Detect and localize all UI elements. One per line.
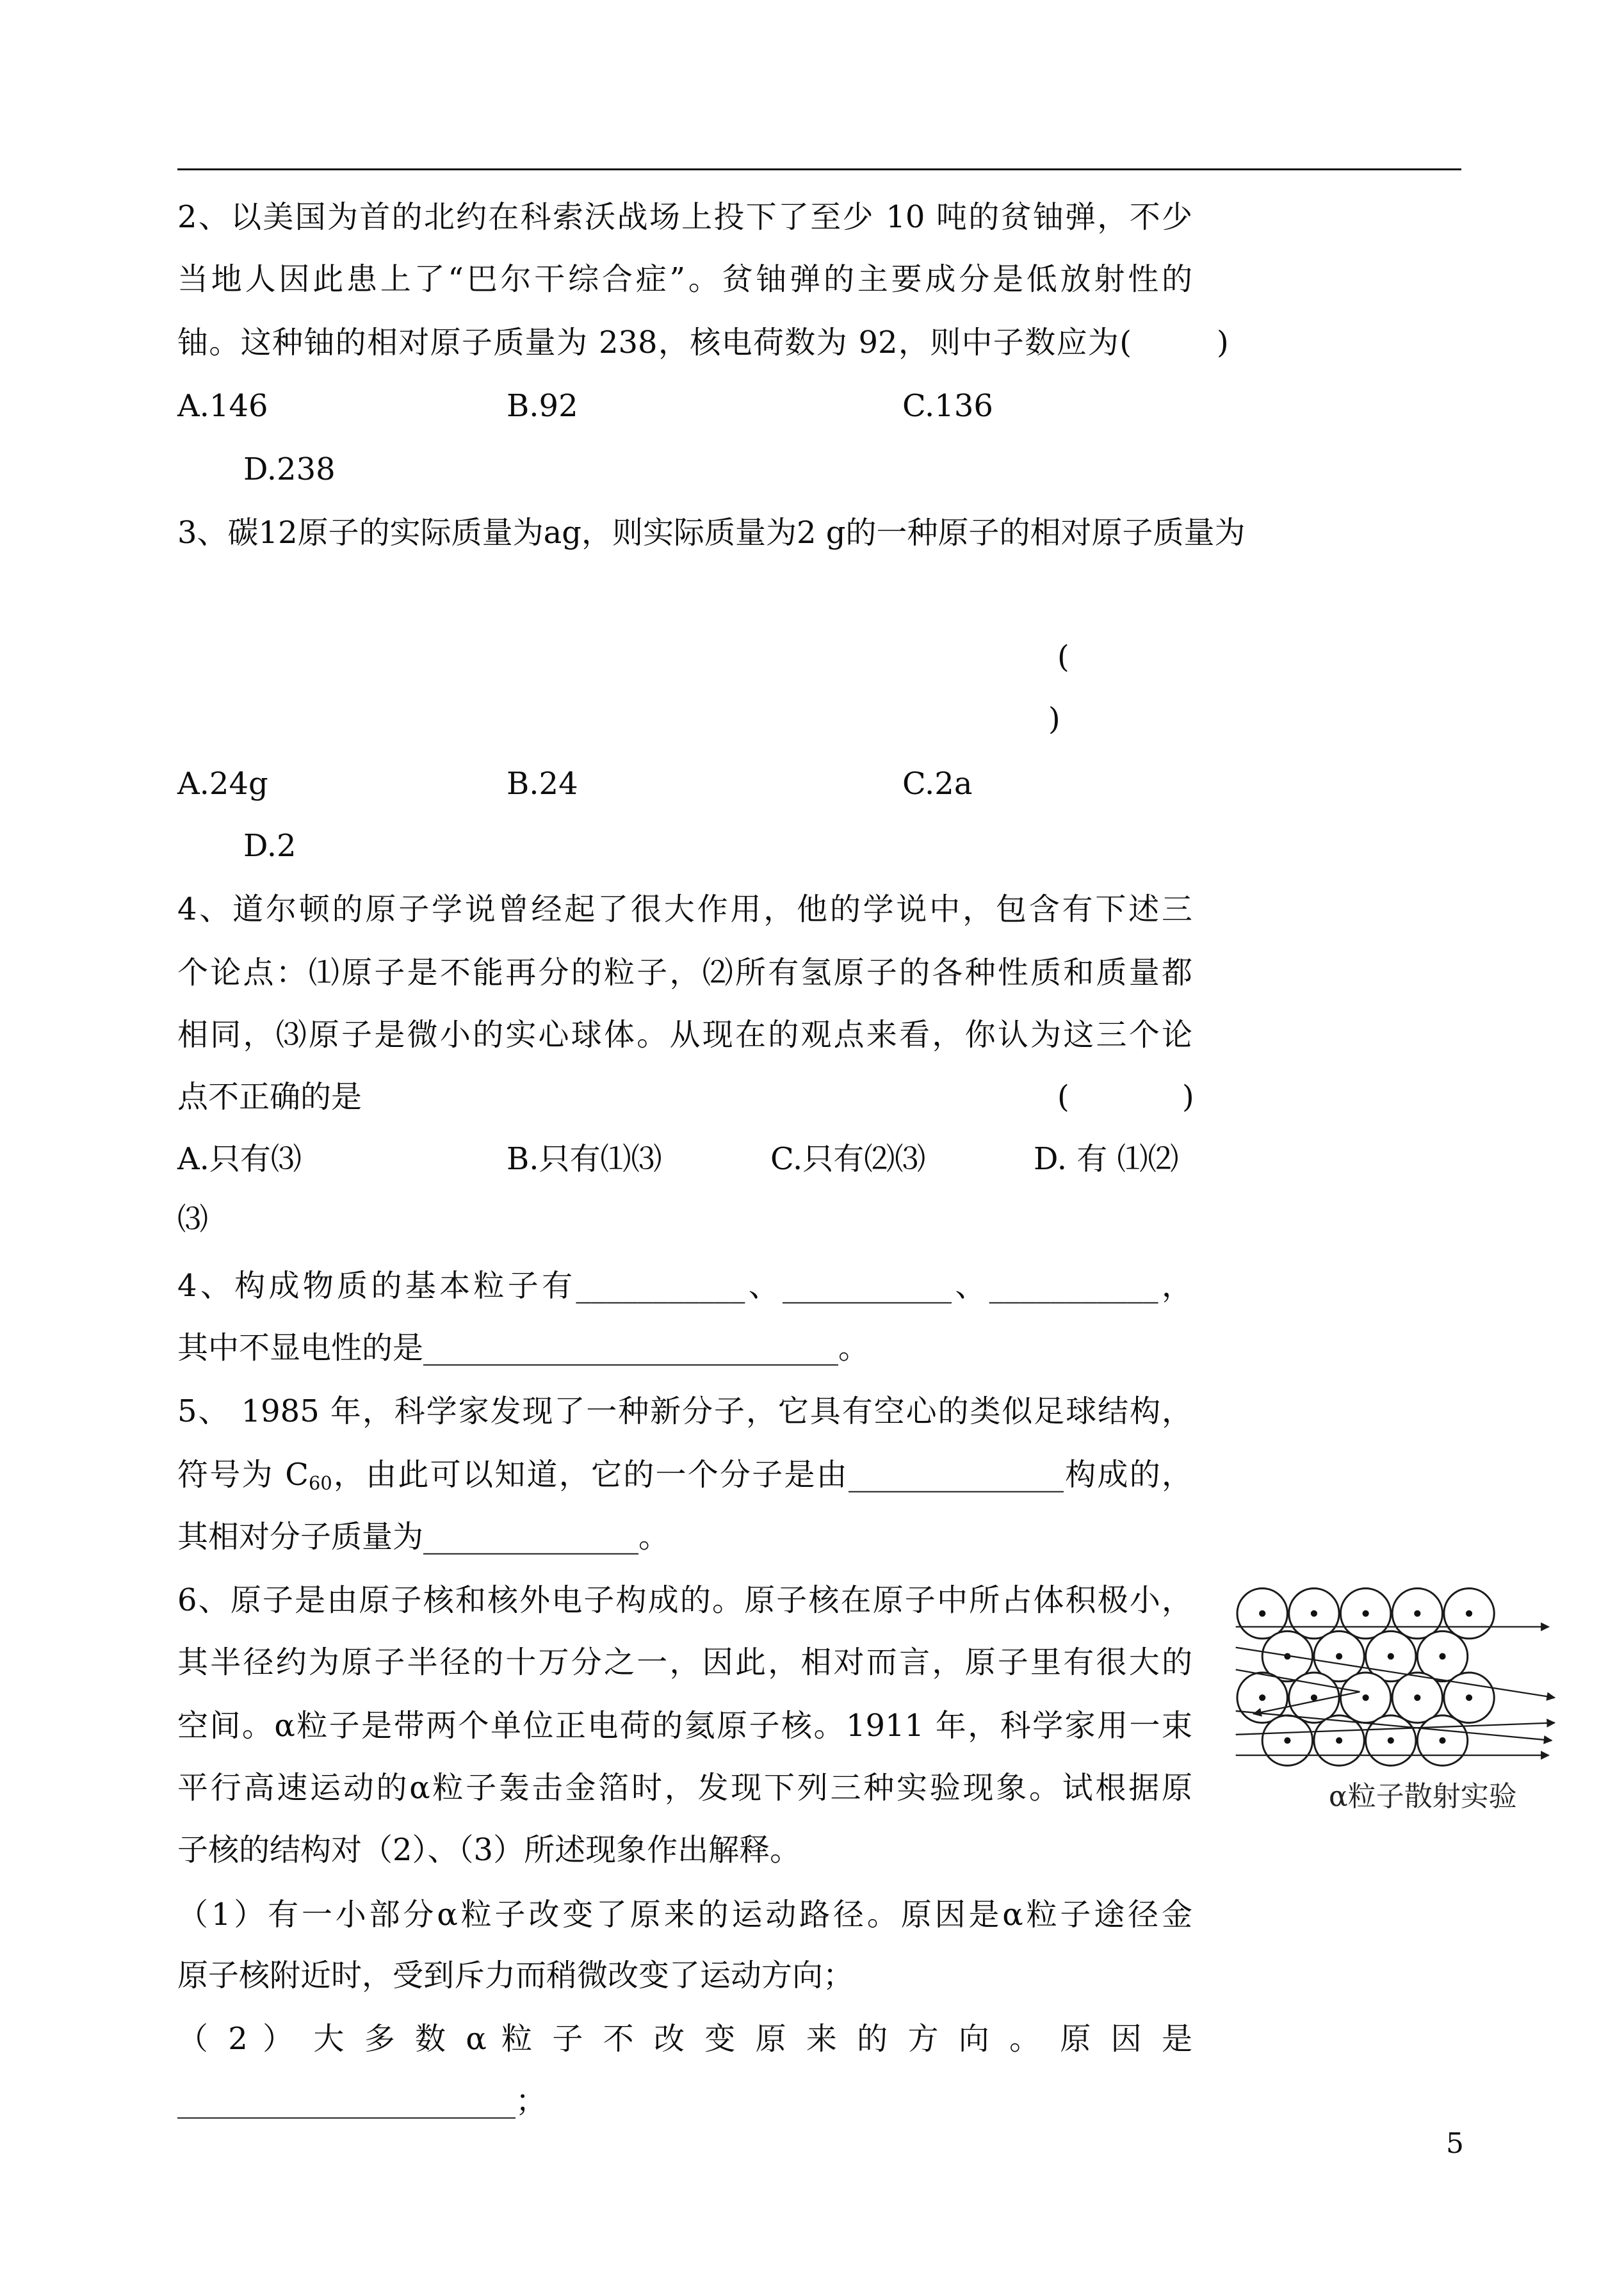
q2-option-a: A.146	[177, 388, 268, 424]
q3-option-c: C.2a	[902, 766, 973, 802]
nucleus-dot	[1336, 1737, 1342, 1744]
nucleus-dot	[1439, 1737, 1445, 1744]
q6-line: （ 2 ） 大 多 数 α 粒 子 不 改 变 原 来 的 方 向 。 原 因 是	[177, 2021, 1192, 2057]
nucleus-dot	[1363, 1694, 1369, 1701]
q4-fill-line: 4、构成物质的基本粒子有___________、___________、___________，	[177, 1268, 1192, 1304]
nucleus-dot	[1259, 1610, 1265, 1617]
nucleus-dot	[1466, 1610, 1472, 1617]
q2-answer-close-paren: )	[1217, 325, 1229, 361]
q4-option-a: A.只有⑶	[177, 1141, 302, 1177]
q4-stem-line: 相同，⑶原子是微小的实心球体。从现在的观点来看，你认为这三个论	[177, 1017, 1192, 1053]
q4-stem-line: 个论点：⑴原子是不能再分的粒子，⑵所有氢原子的各种性质和质量都	[177, 955, 1192, 991]
figure-caption: α粒子散射实验	[1329, 1780, 1517, 1813]
q3-option-a: A.24g	[177, 766, 268, 802]
q2-option-b: B.92	[507, 388, 578, 424]
nucleus-dot	[1259, 1694, 1265, 1701]
nucleus-dot	[1284, 1737, 1290, 1744]
q4-answer-close-paren: )	[1182, 1079, 1194, 1115]
q4-stem-line: 点不正确的是	[177, 1079, 362, 1115]
q4-option-d: D. 有 ⑴⑵	[1034, 1141, 1179, 1177]
nucleus-dot	[1311, 1694, 1317, 1701]
q5-line: 其相对分子质量为______________。	[177, 1519, 670, 1555]
q2-option-d: D.238	[243, 451, 336, 487]
q4-option-b: B.只有⑴⑶	[507, 1141, 662, 1177]
q6-line: （1）有一小部分α粒子改变了原来的运动路径。原因是α粒子途径金	[177, 1897, 1192, 1933]
q3-option-b: B.24	[507, 766, 578, 802]
q5-line: 5、 1985 年，科学家发现了一种新分子，它具有空心的类似足球结构，	[177, 1393, 1192, 1429]
q2-stem-line: 2、以美国为首的北约在科索沃战场上投下了至少 10 吨的贫铀弹，不少	[177, 199, 1192, 235]
q3-answer-open-paren: (	[1057, 639, 1069, 675]
nucleus-dot	[1363, 1610, 1369, 1617]
q5-line-rest: ，由此可以知道，它的一个分子是由______________构成的，	[332, 1457, 1192, 1493]
nucleus-dot	[1311, 1610, 1317, 1617]
header-rule	[177, 168, 1461, 170]
q4-option-c: C.只有⑵⑶	[770, 1141, 926, 1177]
q6-line: 空间。α粒子是带两个单位正电荷的氦原子核。1911 年，科学家用一束	[177, 1708, 1192, 1744]
nucleus-dot	[1336, 1653, 1342, 1660]
q2-option-c: C.136	[902, 388, 993, 424]
q6-line: 6、原子是由原子核和核外电子构成的。原子核在原子中所占体积极小，	[177, 1582, 1192, 1618]
q2-stem-line: 当地人因此患上了“巴尔干综合症”。贫铀弹的主要成分是低放射性的	[177, 261, 1192, 297]
q6-line: 子核的结构对（2）、（3）所述现象作出解释。	[177, 1832, 801, 1868]
q3-option-d: D.2	[243, 828, 296, 864]
q5-line-lead: 符号为	[177, 1457, 286, 1493]
formula-symbol: C	[285, 1457, 309, 1493]
nucleus-dot	[1439, 1653, 1445, 1660]
q4-stem-line: 4、道尔顿的原子学说曾经起了很大作用，他的学说中，包含有下述三	[177, 891, 1192, 927]
nucleus-dot	[1414, 1694, 1420, 1701]
page-number: 5	[1446, 2127, 1464, 2160]
q3-answer-close-paren: )	[1048, 701, 1060, 737]
q6-line: 其半径约为原子半径的十万分之一，因此，相对而言，原子里有很大的	[177, 1644, 1192, 1680]
nucleus-dot	[1388, 1737, 1394, 1744]
q5-line	[177, 1456, 1192, 1494]
q4-answer-open-paren: (	[1057, 1079, 1069, 1115]
nucleus-dot	[1388, 1653, 1394, 1660]
q2-stem-line: 铀。这种铀的相对原子质量为 238，核电荷数为 92，则中子数应为(	[177, 325, 1132, 361]
q4-fill-line: 其中不显电性的是___________________________。	[177, 1330, 870, 1366]
q6-answer-blank: ______________________；	[177, 2083, 547, 2119]
q6-line: 原子核附近时，受到斥力而稍微改变了运动方向；	[177, 1958, 854, 1993]
q3-stem-line: 3、碳12原子的实际质量为ag，则实际质量为2 g的一种原子的相对原子质量为	[177, 515, 1246, 551]
nucleus-dot	[1466, 1694, 1472, 1701]
alpha-scattering-figure	[1233, 1581, 1565, 1779]
nucleus-dot	[1414, 1610, 1420, 1617]
formula-subscript: 60	[309, 1472, 332, 1495]
q6-line: 平行高速运动的α粒子轰击金箔时，发现下列三种实验现象。试根据原	[177, 1770, 1192, 1806]
q4-option-d-continuation: ⑶	[177, 1201, 209, 1237]
